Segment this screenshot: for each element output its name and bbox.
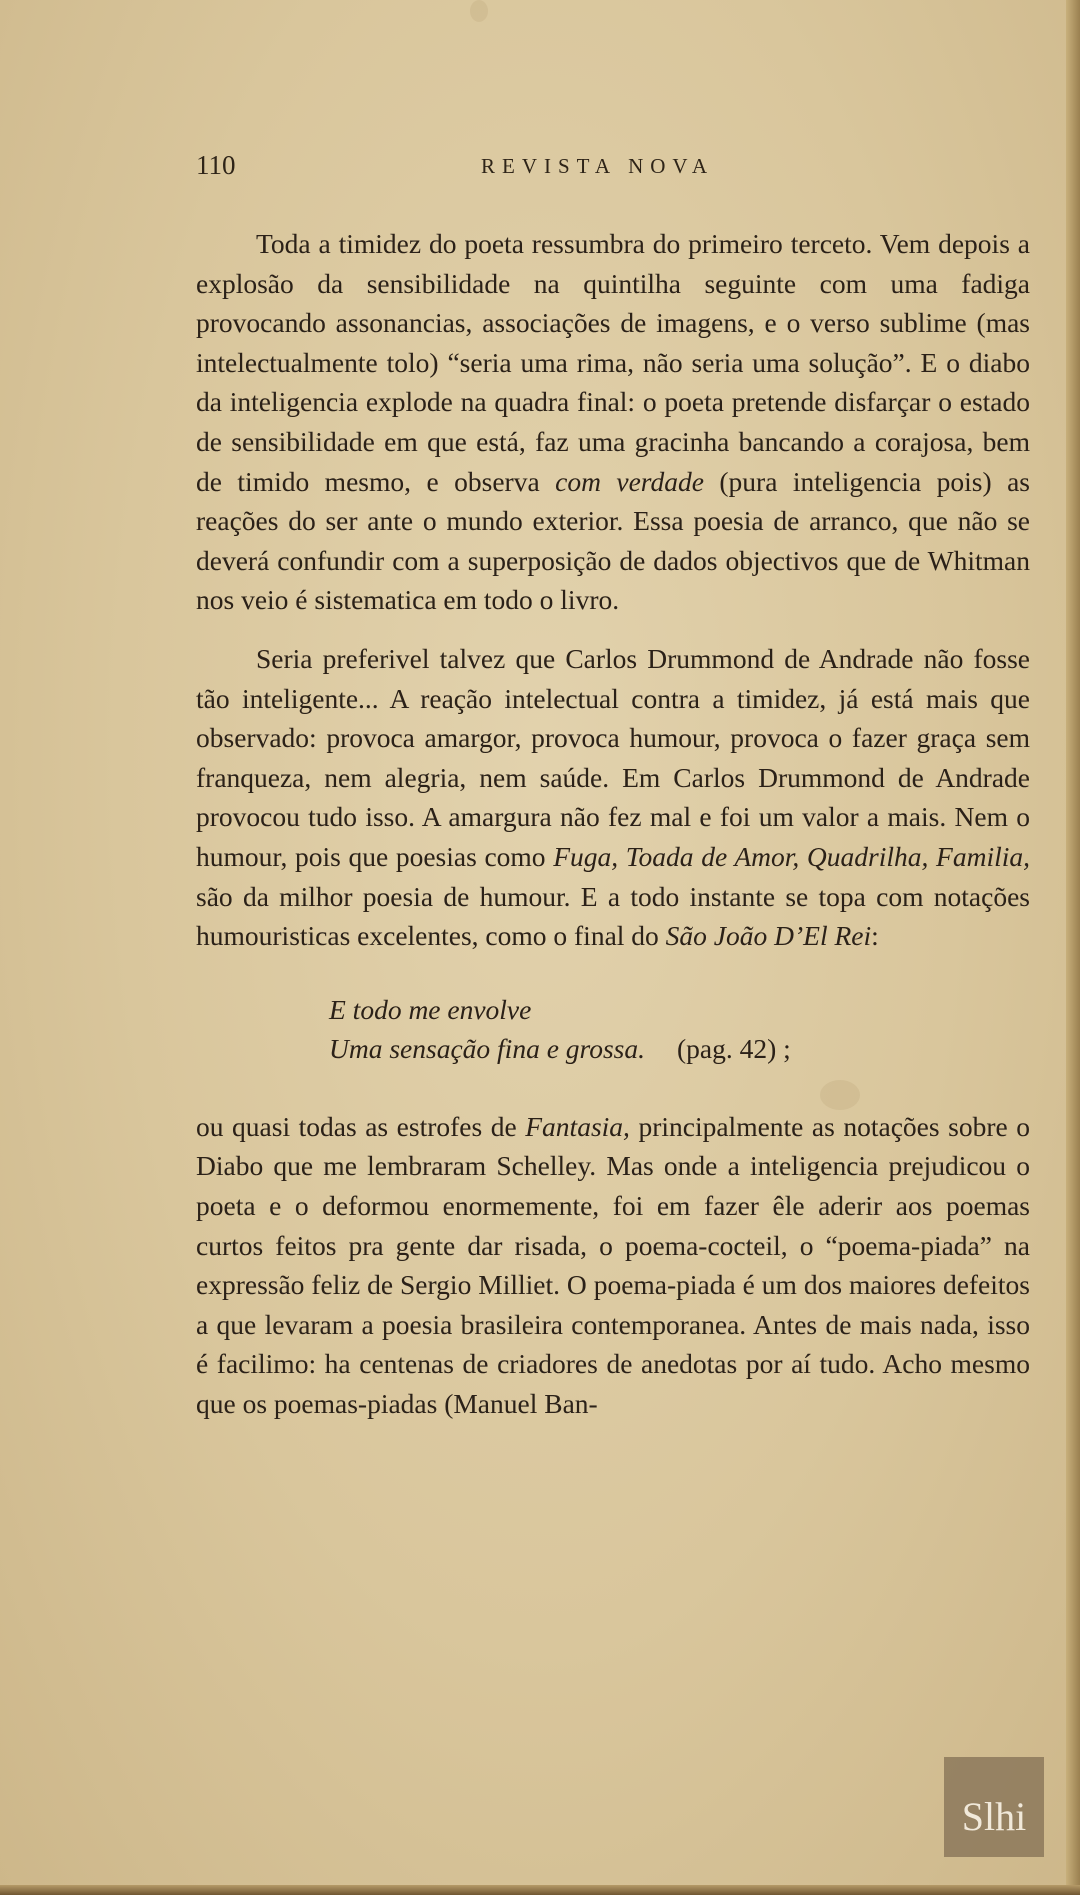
text-run: (pura inteligencia pois) as reações do ser ante o mundo exterior. Essa poesia de arranco, que não se deverá confundir com a superposição de dados objectivos que de Whitman nos veio é sistematica em todo o livro. — [196, 465, 1030, 616]
page-reference: (pag. 42) ; — [676, 1033, 791, 1065]
page-header — [196, 150, 1046, 190]
page-edge-shadow — [1066, 0, 1080, 1895]
paragraph-3 — [196, 1107, 1030, 1424]
quote-line-2-text: Uma sensação fina e grossa. — [329, 1033, 645, 1065]
italic-run: Fantasia, — [525, 1110, 630, 1142]
italic-run: com verdade — [555, 465, 704, 497]
text-run: Seria preferivel talvez que Carlos Drummond de Andrade não fosse tão inteligente... A reação intelectual contra a timidez, já está mais que observado: provoca amargor, provoca humour, provoca o fazer graça sem franqueza, nem alegria, nem saúde. Em Carlos Drummond de Andrade provocou tudo isso. A amargura não fez mal e foi um valor a mais. Nem o humour, pois que poesias como — [196, 642, 1030, 872]
text-run: : — [871, 920, 879, 952]
quote-line-2 — [329, 1029, 1030, 1069]
italic-run: Fuga, Toada de Amor, Quadrilha, Familia, — [553, 840, 1030, 872]
text-run: ou quasi todas as estrofes de — [196, 1110, 526, 1142]
page-number: 110 — [196, 150, 236, 180]
block-quote — [329, 990, 1030, 1069]
article-body — [196, 224, 1030, 1424]
text-run: são da milhor poesia de humour. E a todo instante se topa com notações humouristicas excelentes, como o final do — [196, 880, 1030, 952]
running-title: REVISTA NOVA — [481, 154, 715, 178]
paper-stain — [470, 0, 488, 22]
paragraph-1 — [196, 224, 1030, 620]
text-run: principalmente as notações sobre o Diabo que me lembraram Schelley. Mas onde a inteligencia prejudicou o poeta e o deformou enormemente, foi em fazer êle aderir aos poemas curtos feitos pra gente dar risada, o poema-cocteil, o “poema-piada” na expressão feliz de Sergio Milliet. O poema-piada é um dos maiores defeitos a que levaram a poesia brasileira contemporanea. Antes de mais nada, isso é facilimo: ha centenas de criadores de anedotas por aí tudo. Acho mesmo que os poemas-piadas (Manuel Ban- — [196, 1110, 1030, 1420]
library-watermark-logo: Slhi — [944, 1757, 1044, 1857]
italic-run: São João D’El Rei — [665, 920, 872, 952]
page-bottom-edge — [0, 1885, 1080, 1895]
quote-line-1: E todo me envolve — [329, 993, 532, 1025]
paragraph-2 — [196, 639, 1030, 956]
text-run: Toda a timidez do poeta ressumbra do primeiro terceto. Vem depois a explosão da sensibilidade na quintilha seguinte com uma fadiga provocando assonancias, associações de imagens, e o verso sublime (mas intelectualmente tolo) “seria uma rima, não seria uma solução”. E o diabo da inteligencia explode na quadra final: o poeta pretende disfarçar o estado de sensibilidade em que está, faz uma gracinha bancando a corajosa, bem de timido mesmo, e observa — [196, 228, 1030, 497]
